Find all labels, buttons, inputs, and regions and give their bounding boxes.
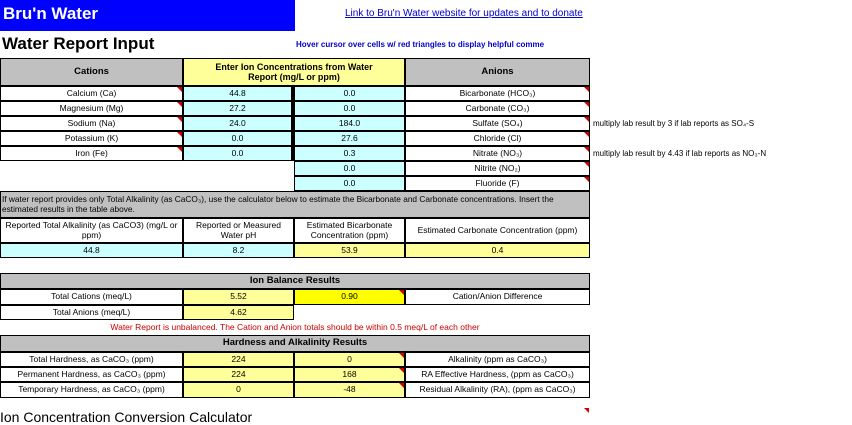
brand-title: Bru'n Water <box>3 4 99 23</box>
ra-effective-hardness-label: RA Effective Hardness, (ppm as CaCO₃) <box>405 367 590 382</box>
anion-value-input[interactable]: 184.0 <box>294 116 405 131</box>
anion-value-input[interactable]: 0.0 <box>294 176 405 191</box>
concentration-header: Enter Ion Concentrations from Water Report (mg/L or ppm) <box>183 58 405 86</box>
residual-alkalinity-value: -48 <box>294 382 405 398</box>
anion-label: Nitrite (NO₂) <box>405 161 590 176</box>
comment-marker[interactable] <box>399 353 404 358</box>
anion-label: Fluoride (F) <box>405 176 590 191</box>
alkalinity-instructions: If water report provides only Total Alkalinity (as CaCO₃), use the calculator below to estimate the Bicarbonate and Carbonate concentrations. Insert the estimated results in the table above. <box>0 191 590 218</box>
comment-marker[interactable] <box>584 147 589 152</box>
total-anions-label: Total Anions (meq/L) <box>0 305 183 320</box>
comment-marker[interactable] <box>399 290 404 295</box>
cation-value-input[interactable]: 27.2 <box>183 101 294 116</box>
temporary-hardness-label: Temporary Hardness, as CaCO₃ (ppm) <box>0 382 183 398</box>
residual-alkalinity-label: Residual Alkalinity (RA), (ppm as CaCO₃) <box>405 382 590 398</box>
anion-value-input[interactable]: 0.0 <box>294 101 405 116</box>
anion-value-input[interactable]: 0.3 <box>294 146 405 161</box>
page-title: Water Report Input <box>2 34 155 53</box>
permanent-hardness-value: 224 <box>183 367 294 382</box>
temporary-hardness-value: 0 <box>183 382 294 398</box>
hardness-title: Hardness and Alkalinity Results <box>0 335 590 352</box>
anion-value-input[interactable]: 27.6 <box>294 131 405 146</box>
cation-value-input[interactable]: 24.0 <box>183 116 294 131</box>
comment-marker[interactable] <box>177 102 182 107</box>
cation-value-input[interactable]: 0.0 <box>183 146 294 161</box>
total-anions-value: 4.62 <box>183 305 294 320</box>
comment-marker[interactable] <box>399 383 404 388</box>
anion-label: Bicarbonate (HCO₃) <box>405 86 590 101</box>
comment-marker[interactable] <box>177 87 182 92</box>
total-hardness-value: 224 <box>183 352 294 367</box>
nitrate-note: multiply lab result by 4.43 if lab reports as NO₃-N <box>593 149 767 158</box>
anion-label: Nitrate (NO₃) <box>405 146 590 161</box>
ph-header: Reported or Measured Water pH <box>183 218 294 243</box>
comment-marker[interactable] <box>399 368 404 373</box>
cation-anion-difference-label: Cation/Anion Difference <box>405 289 590 305</box>
cations-header: Cations <box>0 58 183 86</box>
total-hardness-label: Total Hardness, as CaCO₃ (ppm) <box>0 352 183 367</box>
website-link[interactable]: Link to Bru'n Water website for updates and to donate <box>345 8 583 19</box>
cation-label: Iron (Fe) <box>0 146 183 161</box>
unbalanced-warning: Water Report is unbalanced. The Cation and Anion totals should be within 0.5 meq/L of each other <box>110 322 480 332</box>
comment-marker[interactable] <box>177 147 182 152</box>
brand-banner <box>0 0 295 31</box>
bicarbonate-header: Estimated Bicarbonate Concentration (ppm) <box>294 218 405 243</box>
cation-label: Sodium (Na) <box>0 116 183 131</box>
total-alkalinity-input[interactable]: 44.8 <box>0 243 183 258</box>
carbonate-header: Estimated Carbonate Concentration (ppm) <box>405 218 590 243</box>
alkalinity-label: Alkalinity (ppm as CaCO₃) <box>405 352 590 367</box>
cation-label: Potassium (K) <box>0 131 183 146</box>
comment-marker[interactable] <box>584 132 589 137</box>
permanent-hardness-label: Permanent Hardness, as CaCO₃ (ppm) <box>0 367 183 382</box>
alkalinity-header: Reported Total Alkalinity (as CaCO3) (mg/L or ppm) <box>0 218 183 243</box>
water-ph-input[interactable]: 8.2 <box>183 243 294 258</box>
comment-marker[interactable] <box>177 117 182 122</box>
comment-marker[interactable] <box>584 177 589 182</box>
hover-hint: Hover cursor over cells w/ red triangles to display helpful comme <box>296 40 545 49</box>
comment-marker[interactable] <box>584 87 589 92</box>
comment-marker[interactable] <box>584 408 589 413</box>
ion-balance-title: Ion Balance Results <box>0 273 590 289</box>
anion-label: Carbonate (CO₃) <box>405 101 590 116</box>
anion-label: Chloride (Cl) <box>405 131 590 146</box>
anion-value-input[interactable]: 0.0 <box>294 86 405 101</box>
comment-marker[interactable] <box>177 132 182 137</box>
cation-label: Calcium (Ca) <box>0 86 183 101</box>
total-cations-label: Total Cations (meq/L) <box>0 289 183 305</box>
cation-label: Magnesium (Mg) <box>0 101 183 116</box>
cation-anion-difference-value: 0.90 <box>294 289 405 305</box>
cation-value-input[interactable]: 0.0 <box>183 131 294 146</box>
alkalinity-value: 0 <box>294 352 405 367</box>
anions-header: Anions <box>405 58 590 86</box>
total-cations-value: 5.52 <box>183 289 294 305</box>
bicarbonate-result: 53.9 <box>294 243 405 258</box>
anion-label: Sulfate (SO₄) <box>405 116 590 131</box>
comment-marker[interactable] <box>584 102 589 107</box>
anion-value-input[interactable]: 0.0 <box>294 161 405 176</box>
sulfate-note: multiply lab result by 3 if lab reports as SO₄-S <box>593 119 755 128</box>
comment-marker[interactable] <box>584 162 589 167</box>
cation-value-input[interactable]: 44.8 <box>183 86 294 101</box>
carbonate-result: 0.4 <box>405 243 590 258</box>
ra-effective-hardness-value: 168 <box>294 367 405 382</box>
conversion-calculator-title: Ion Concentration Conversion Calculator <box>0 409 253 425</box>
comment-marker[interactable] <box>584 117 589 122</box>
